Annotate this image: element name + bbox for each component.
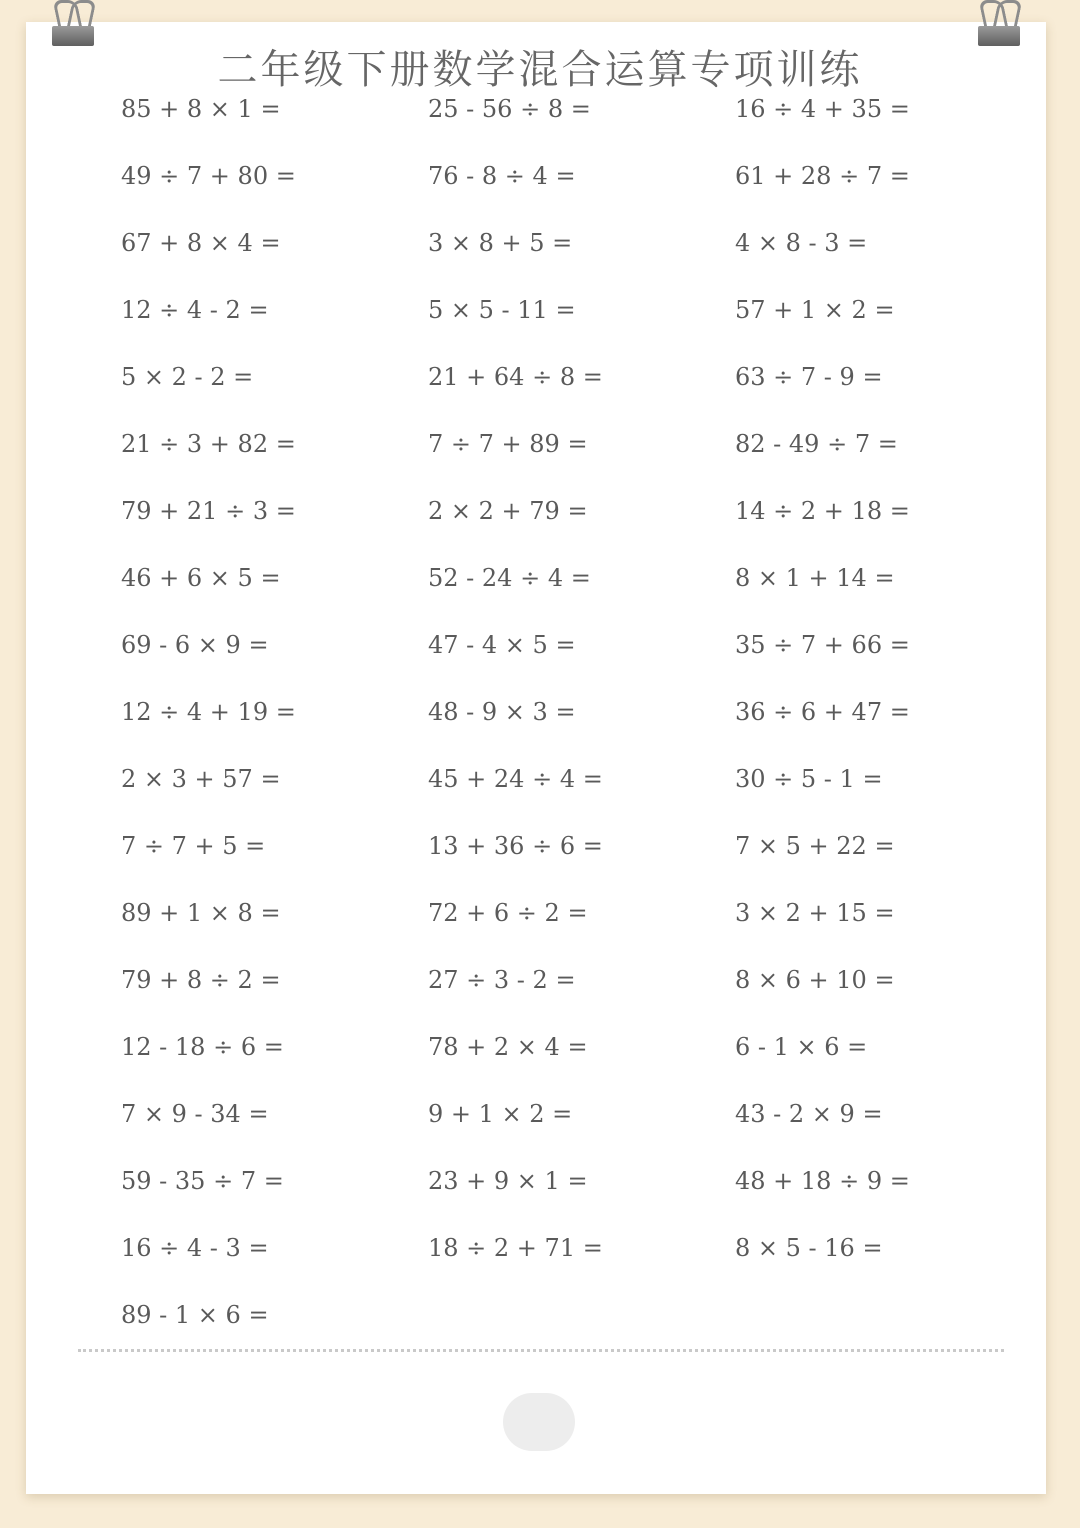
math-problem: 69 - 6 × 9 = xyxy=(121,631,269,659)
math-problem: 67 + 8 × 4 = xyxy=(121,229,281,257)
math-problem: 6 - 1 × 6 = xyxy=(735,1033,868,1061)
math-problem: 12 ÷ 4 - 2 = xyxy=(121,296,269,324)
math-problem: 89 - 1 × 6 = xyxy=(121,1301,269,1329)
math-problem: 45 + 24 ÷ 4 = xyxy=(428,765,603,793)
math-problem: 7 ÷ 7 + 5 = xyxy=(121,832,266,860)
math-problem: 21 ÷ 3 + 82 = xyxy=(121,430,296,458)
math-problem: 85 + 8 × 1 = xyxy=(121,95,281,123)
math-problem: 8 × 6 + 10 = xyxy=(735,966,895,994)
math-problem: 47 - 4 × 5 = xyxy=(428,631,576,659)
math-problem: 25 - 56 ÷ 8 = xyxy=(428,95,591,123)
math-problem: 36 ÷ 6 + 47 = xyxy=(735,698,910,726)
math-problem: 46 + 6 × 5 = xyxy=(121,564,281,592)
math-problem: 49 ÷ 7 + 80 = xyxy=(121,162,296,190)
math-problem: 16 ÷ 4 + 35 = xyxy=(735,95,910,123)
math-problem: 79 + 21 ÷ 3 = xyxy=(121,497,296,525)
math-problem: 63 ÷ 7 - 9 = xyxy=(735,363,883,391)
math-problem: 61 + 28 ÷ 7 = xyxy=(735,162,910,190)
math-problem: 5 × 5 - 11 = xyxy=(428,296,576,324)
math-problem: 2 × 2 + 79 = xyxy=(428,497,588,525)
math-problem: 89 + 1 × 8 = xyxy=(121,899,281,927)
math-problem: 2 × 3 + 57 = xyxy=(121,765,281,793)
math-problem: 27 ÷ 3 - 2 = xyxy=(428,966,576,994)
math-problem: 16 ÷ 4 - 3 = xyxy=(121,1234,269,1262)
math-problem: 21 + 64 ÷ 8 = xyxy=(428,363,603,391)
math-problem: 48 + 18 ÷ 9 = xyxy=(735,1167,910,1195)
math-problem: 48 - 9 × 3 = xyxy=(428,698,576,726)
math-problem: 78 + 2 × 4 = xyxy=(428,1033,588,1061)
math-problem: 79 + 8 ÷ 2 = xyxy=(121,966,281,994)
math-problem: 52 - 24 ÷ 4 = xyxy=(428,564,591,592)
math-problem: 7 × 9 - 34 = xyxy=(121,1100,269,1128)
math-problem: 57 + 1 × 2 = xyxy=(735,296,895,324)
math-problem: 59 - 35 ÷ 7 = xyxy=(121,1167,284,1195)
math-problem: 12 ÷ 4 + 19 = xyxy=(121,698,296,726)
math-problem: 7 ÷ 7 + 89 = xyxy=(428,430,588,458)
math-problem: 8 × 5 - 16 = xyxy=(735,1234,883,1262)
math-problem: 23 + 9 × 1 = xyxy=(428,1167,588,1195)
page-indicator xyxy=(503,1393,575,1451)
math-problem: 35 ÷ 7 + 66 = xyxy=(735,631,910,659)
dotted-divider xyxy=(78,1349,1004,1352)
math-problem: 43 - 2 × 9 = xyxy=(735,1100,883,1128)
page-title: 二年级下册数学混合运算专项训练 xyxy=(217,47,863,93)
math-problem: 18 ÷ 2 + 71 = xyxy=(428,1234,603,1262)
math-problem: 72 + 6 ÷ 2 = xyxy=(428,899,588,927)
math-problem: 3 × 8 + 5 = xyxy=(428,229,573,257)
math-problem: 14 ÷ 2 + 18 = xyxy=(735,497,910,525)
math-problem: 5 × 2 - 2 = xyxy=(121,363,254,391)
math-problem: 82 - 49 ÷ 7 = xyxy=(735,430,898,458)
math-problem: 12 - 18 ÷ 6 = xyxy=(121,1033,284,1061)
math-problem: 7 × 5 + 22 = xyxy=(735,832,895,860)
math-problem: 76 - 8 ÷ 4 = xyxy=(428,162,576,190)
math-problem: 4 × 8 - 3 = xyxy=(735,229,868,257)
math-problem: 3 × 2 + 15 = xyxy=(735,899,895,927)
math-problem: 9 + 1 × 2 = xyxy=(428,1100,573,1128)
math-problem: 13 + 36 ÷ 6 = xyxy=(428,832,603,860)
math-problem: 8 × 1 + 14 = xyxy=(735,564,895,592)
math-problem: 30 ÷ 5 - 1 = xyxy=(735,765,883,793)
